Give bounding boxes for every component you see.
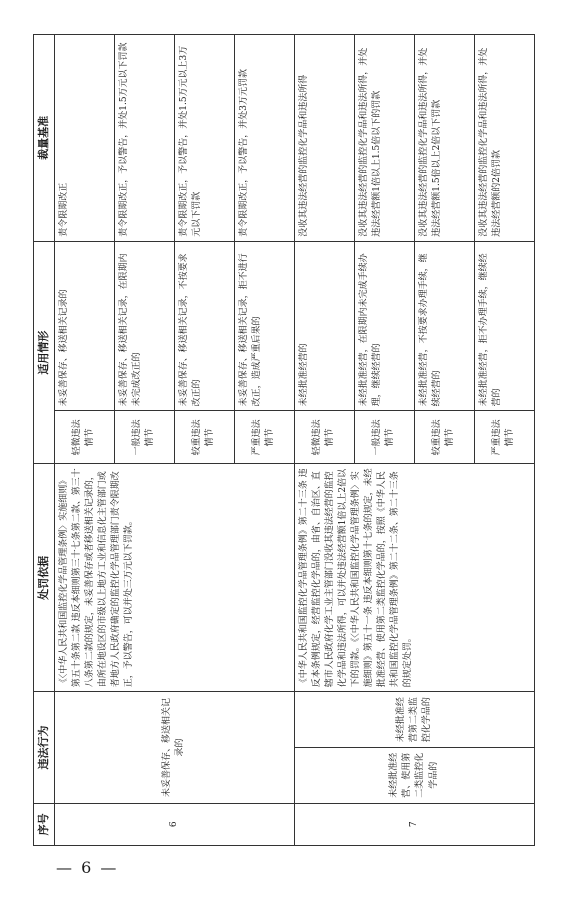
table-row <box>54 35 114 846</box>
violation-sub-act: 未经批准经营第二类监控化学品的 <box>294 692 534 748</box>
scenario-cell: 未妥善保存、移送相关记录，拒不进行改正，造成严重后果的 <box>234 241 294 411</box>
scenario-cell: 未经批准经营的 <box>294 241 354 411</box>
severity-level: 轻微违法情节 <box>54 411 114 464</box>
table-row <box>294 35 354 846</box>
header-act: 违法行为 <box>34 692 55 803</box>
scenario-cell: 未经批准经营，在限期内未完成手续办理，继续经营的 <box>354 241 414 411</box>
severity-level: 轻微违法情节 <box>294 411 354 464</box>
standard-cell: 没收其违法经营的监控化学品和违法所得，并处违法经营额1.5倍以上2倍以下罚款 <box>414 35 474 242</box>
standard-cell: 责令限期改正，予以警告，并处3万元罚款 <box>234 35 294 242</box>
page-number: — 6 — <box>56 858 119 877</box>
penalty-table <box>33 34 535 846</box>
table-header-row <box>34 35 55 846</box>
standard-cell: 没收其违法经营的监控化学品和违法所得 <box>294 35 354 242</box>
violation-act: 未经批准经营、使用第二类监控化学品的 <box>294 747 534 803</box>
row-number: 6 <box>54 803 294 845</box>
scenario-cell: 未经批准经营，拒不办理手续，继续经营的 <box>474 241 534 411</box>
penalty-basis: 《中华人民共和国监控化学品管理条例》第二十三条 违反本条例规定，经营监控化学品的，由省、自治区、直辖市人民政府化学工业主管部门没收其违法经营的监控化学品和违法所得，可以并处违法经营额1倍以上2倍以下的罚款。《〈中华人民共和国监控化学品管理条例〉实施细则》第五十一条 违反本细则第十七条的规定，未经批准经营、使用第二类监控化学品的，按照《中华人民共和国监控化学品管理条例》第二十二条、第二十三条的规定处罚。 <box>294 464 534 692</box>
scenario-cell: 未妥善保存、移送相关记录，在限期内未完成改正的 <box>114 241 174 411</box>
header-basis: 处罚依据 <box>34 464 55 692</box>
severity-level: 较重违法情节 <box>414 411 474 464</box>
severity-level: 较重违法情节 <box>174 411 234 464</box>
severity-level: 严重违法情节 <box>234 411 294 464</box>
header-standard: 裁量基准 <box>34 35 55 242</box>
standard-cell: 责令限期改正 <box>54 35 114 242</box>
scenario-cell: 未经批准经营，不按要求办理手续，继续经营的 <box>414 241 474 411</box>
severity-level: 严重违法情节 <box>474 411 534 464</box>
standard-cell: 责令限期改正，予以警告，并处1.5万元以上3万元以下罚款 <box>174 35 234 242</box>
severity-level: 一般违法情节 <box>354 411 414 464</box>
severity-level: 一般违法情节 <box>114 411 174 464</box>
violation-act: 未妥善保存、移送相关记录的 <box>54 692 294 803</box>
scenario-cell: 未妥善保存、移送相关记录，不按要求改正的 <box>174 241 234 411</box>
standard-cell: 责令限期改正，予以警告，并处1.5万元以下罚款 <box>114 35 174 242</box>
rotated-table-region <box>33 34 535 846</box>
header-scenario: 适用情形 <box>34 241 55 464</box>
penalty-basis: 《〈中华人民共和国监控化学品管理条例〉实施细则》第五十条第二款 违反本细则第三十七条第二款、第三十八条第二款的规定，未妥善保存或者移送相关记录的，由所在地设区的市级以上地方工业和信息化主管部门或者地方人民政府确定的监控化学品管理部门责令限期改正，予以警告，可以并处三万元以下罚款。 <box>54 464 294 692</box>
standard-cell: 没收其违法经营的监控化学品和违法所得，并处违法经营额1倍以上1.5倍以下的罚款 <box>354 35 414 242</box>
scenario-cell: 未妥善保存、移送相关记录的 <box>54 241 114 411</box>
standard-cell: 没收其违法经营的监控化学品和违法所得，并处违法经营额的2倍罚款 <box>474 35 534 242</box>
header-num: 序号 <box>34 803 55 845</box>
row-number: 7 <box>294 803 534 845</box>
